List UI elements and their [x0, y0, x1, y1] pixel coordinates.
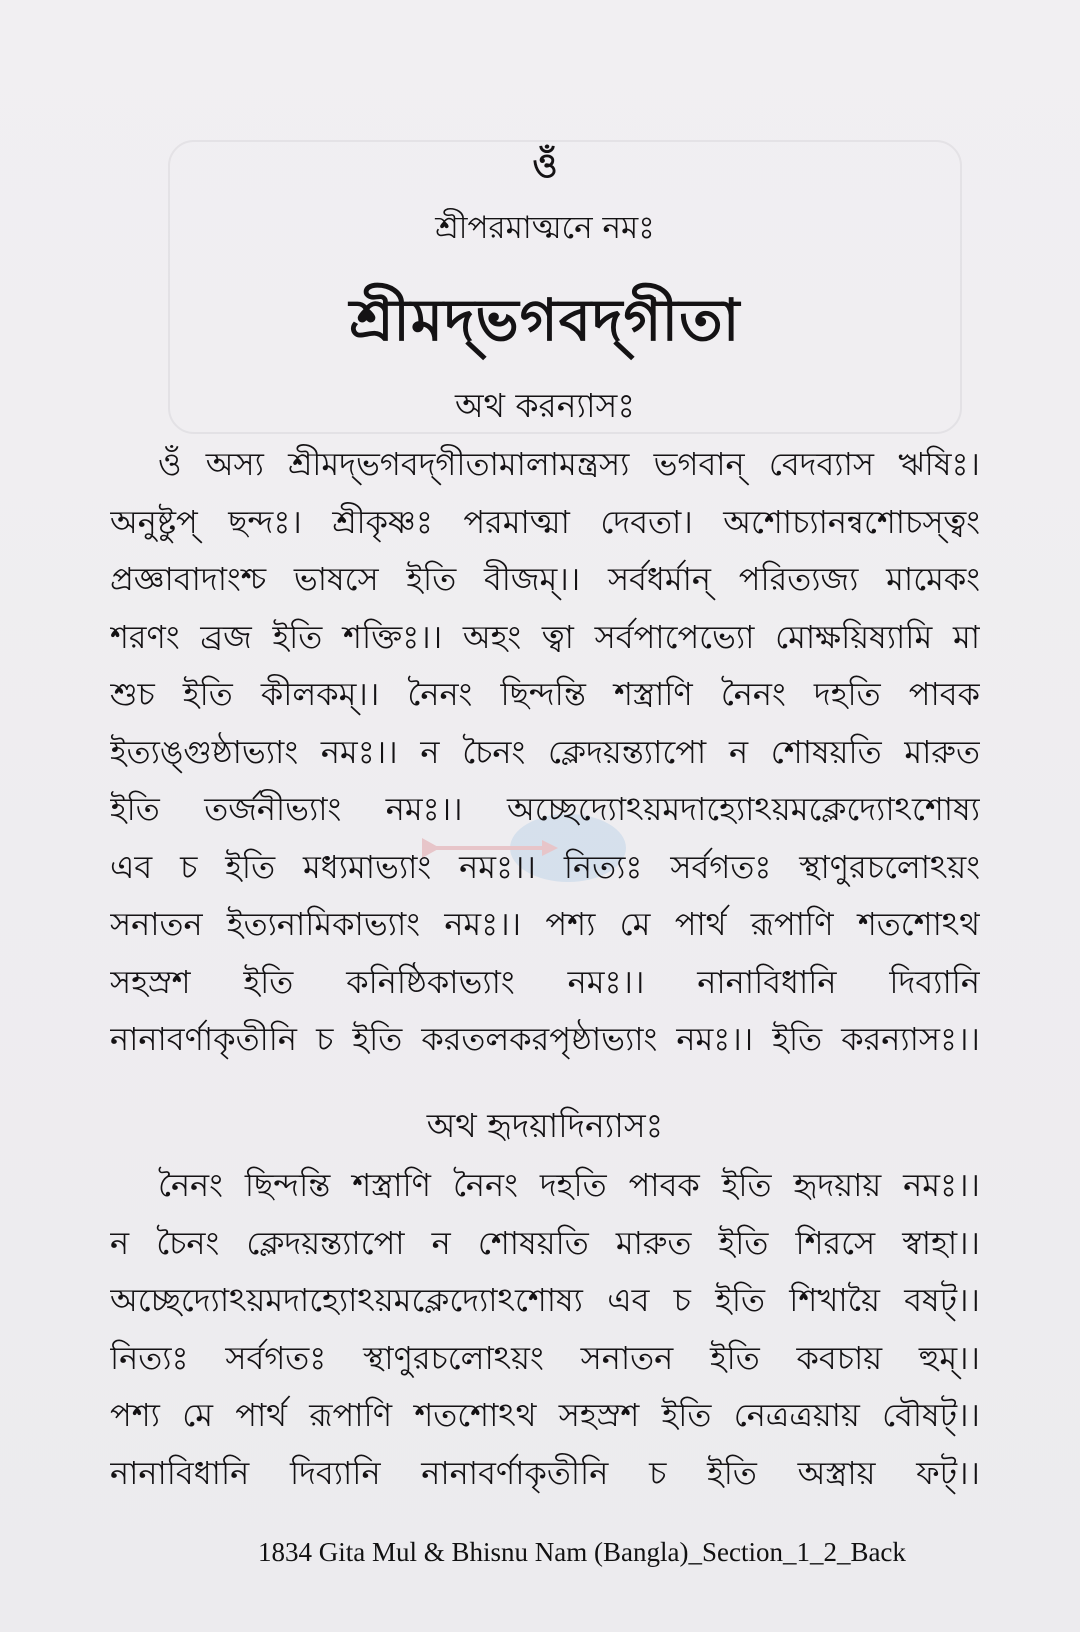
- text-line: সনাতন ইত্যনামিকাভ্যাং নমঃ।। পশ্য মে পার্থ রূপাণি শতশোঽথ: [110, 905, 980, 943]
- text-line: ওঁ অস্য শ্রীমদ্‌ভগবদ্‌গীতামালামন্ত্রস্য ভগবান্ বেদব্যাস ঋষিঃ।: [158, 445, 980, 483]
- print-slug-footer: 1834 Gita Mul & Bhisnu Nam (Bangla)_Section_1_2_Back: [258, 1537, 906, 1567]
- text-line: শরণং ব্রজ ইতি শক্তিঃ।। অহং ত্বা সর্বপাপেভ্যো মোক্ষয়িষ্যামি মা: [110, 617, 980, 656]
- hridayadi-paragraph: [110, 1157, 980, 1502]
- text-line: প্রজ্ঞাবাদাংশ্চ ভাষসে ইতি বীজম্।। সর্বধর্মান্ পরিত্যজ্য মামেকং: [110, 560, 980, 598]
- text-line: অনুষ্টুপ্ ছন্দঃ। শ্রীকৃষ্ণঃ পরমাত্মা দেবতা। অশোচ্যানন্বশোচস্ত্বং: [110, 502, 980, 541]
- text-line: অচ্ছেদ্যোঽয়মদাহ্যোঽয়মক্লেদ্যোঽশোষ্য এব চ ইতি শিখায়ৈ বষট্।।: [110, 1281, 980, 1319]
- text-line: নানাবিধানি দিব্যানি নানাবর্ণাকৃতীনি চ ইতি অস্ত্রায় ফট্।।: [110, 1453, 980, 1492]
- text-line: ইতি তর্জনীভ্যাং নমঃ।। অচ্ছেদ্যোঽয়মদাহ্যোঽয়মক্লেদ্যোঽশোষ্য: [110, 790, 980, 828]
- page-title: শ্রীমদ্‌ভগবদ্‌গীতা: [349, 286, 741, 354]
- text-line: ন চৈনং ক্লেদয়ন্ত্যাপো ন শোষয়তি মারুত ইতি শিরসে স্বাহা।।: [110, 1223, 980, 1262]
- text-line: নানাবর্ণাকৃতীনি চ ইতি করতলকরপৃষ্ঠাভ্যাং নমঃ।। ইতি করন্যাসঃ।।: [110, 1020, 980, 1058]
- om-symbol: ওঁ: [532, 146, 558, 186]
- text-line: শুচ ইতি কীলকম্।। নৈনং ছিন্দন্তি শস্ত্রাণি নৈনং দহতি পাবক: [110, 675, 980, 713]
- text-line: ইত্যঙ্গুষ্ঠাভ্যাং নমঃ।। ন চৈনং ক্লেদয়ন্ত্যাপো ন শোষয়তি মারুত: [110, 732, 980, 771]
- text-line: নৈনং ছিন্দন্তি শস্ত্রাণি নৈনং দহতি পাবক ইতি হৃদয়ায় নমঃ।।: [158, 1166, 980, 1204]
- karanyasa-paragraph: [110, 436, 980, 1069]
- section-heading-hridayadi: অথ হৃদয়াদিন্যাসঃ: [426, 1106, 664, 1145]
- section-heading-karanyasa: অথ করন্যাসঃ: [455, 386, 635, 425]
- text-line: সহস্রশ ইতি কনিষ্ঠিকাভ্যাং নমঃ।। নানাবিধানি দিব্যানি: [110, 962, 980, 1001]
- text-line: নিত্যঃ সর্বগতঃ স্থাণুরচলোঽয়ং সনাতন ইতি কবচায় হুম্।।: [110, 1338, 980, 1377]
- text-line: এব চ ইতি মধ্যমাভ্যাং নমঃ।। নিত্যঃ সর্বগতঃ স্থাণুরচলোঽয়ং: [110, 847, 980, 886]
- invocation-line: শ্রীপরমাত্মনে নমঃ: [435, 210, 655, 246]
- text-line: পশ্য মে পার্থ রূপাণি শতশোঽথ সহস্রশ ইতি নেত্রত্রয়ায় বৌষট্।।: [110, 1396, 980, 1434]
